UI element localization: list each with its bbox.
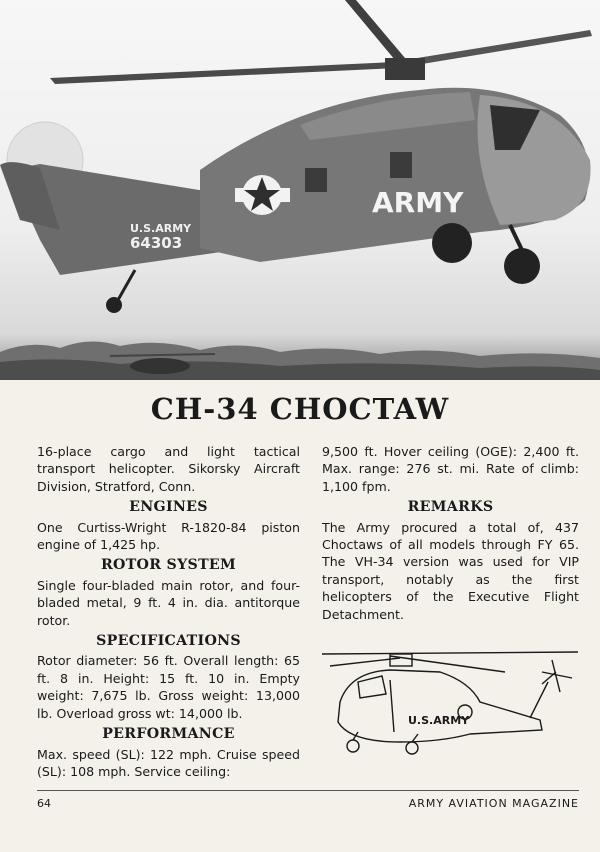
magazine-name: ARMY AVIATION MAGAZINE <box>408 797 579 810</box>
rotor-system-text: Single four-bladed main rotor, and four-bladed metal, 9 ft. 4 in. dia. antitorque rotor. <box>37 577 300 628</box>
footer-divider <box>37 790 579 791</box>
specifications-text: Rotor diameter: 56 ft. Overall length: 65 ft. 8 in. Height: 15 ft. 10 in. Empty weight: 7,675 lb. Gross weight: 13,000 lb. Overload gross wt: 14,000 lb. <box>37 653 300 721</box>
right-column <box>322 443 579 627</box>
engines-text: One Curtiss-Wright R-1820-84 piston engine of 1,425 hp. <box>37 519 300 553</box>
helicopter-drawing-art <box>320 642 580 762</box>
tail-marking-line1: U.S.ARMY <box>130 222 192 235</box>
performance-text-continued: 9,500 ft. Hover ceiling (OGE): 2,400 ft. Max. range: 276 st. mi. Rate of climb: 1,100 fpm. <box>322 444 579 494</box>
performance-text: Max. speed (SL): 122 mph. Cruise speed (SL): 108 mph. Service ceiling: <box>37 746 300 779</box>
helicopter-line-drawing <box>320 642 580 762</box>
helicopter-photo <box>0 0 600 380</box>
left-column <box>37 443 300 784</box>
intro-text: 16-place cargo and light tactical transport helicopter. Sikorsky Aircraft Division, Stratford, Conn. <box>37 444 300 494</box>
drawing-marking: U.S.ARMY <box>408 714 470 727</box>
page-number: 64 <box>37 797 51 810</box>
fuselage-army-marking: ARMY <box>372 186 464 219</box>
article-title: CH-34 CHOCTAW <box>150 392 450 426</box>
remarks-heading: REMARKS <box>407 499 494 516</box>
helicopter-photo-art <box>0 0 600 380</box>
remarks-text: The Army procured a total of, 437 Choctaws of all models through FY 65. The VH-34 version was used for VIP transport, notably as the first helicopters of the Executive Flight Detachment. <box>322 519 579 622</box>
tail-marking-line2: 64303 <box>130 234 183 252</box>
engines-heading: ENGINES <box>129 499 208 516</box>
performance-heading: PERFORMANCE <box>102 726 235 743</box>
rotor-system-heading: ROTOR SYSTEM <box>100 557 237 574</box>
specifications-heading: SPECIFICATIONS <box>96 633 241 650</box>
